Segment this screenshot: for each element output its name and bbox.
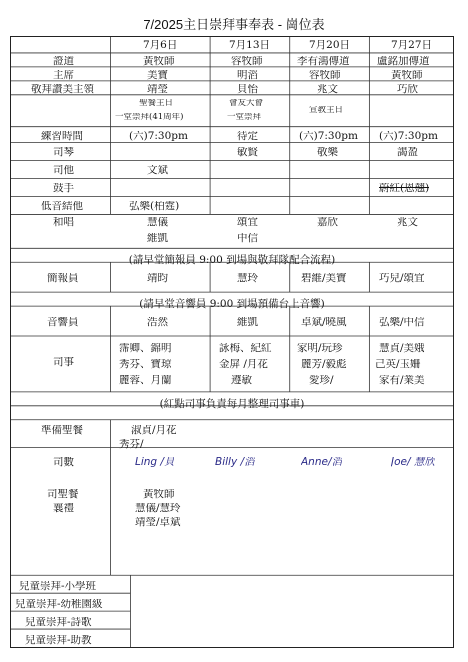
role-bass: 低音結他 [41, 201, 83, 212]
role-assist: 襄禮 [53, 503, 74, 514]
chair-w3: 容牧師 [309, 70, 341, 81]
worship-w3: 兆文 [317, 84, 338, 95]
chair-w1: 美寶 [147, 70, 168, 81]
practice-w1: (六)7:30pm [129, 131, 188, 142]
harmony-w2-a: 頌宜 [237, 217, 258, 228]
role-harmony: 和唱 [53, 217, 74, 228]
sound-w4: 弘樂/中信 [379, 317, 425, 328]
usher-w3-c: 愛珍/ [309, 375, 334, 386]
role-chair: 主席 [53, 70, 74, 81]
practice-w4: (六)7:30pm [379, 131, 438, 142]
ppt-w4: 巧兒/頌宜 [379, 273, 425, 284]
worship-w4: 巧欣 [397, 84, 418, 95]
speaker-w1: 黃牧師 [143, 56, 175, 67]
piano-w2: 敏賢 [237, 147, 258, 158]
date-header-1: 7月6日 [143, 40, 178, 51]
drum-w4: 蔚紅(恩翹) [379, 183, 430, 194]
worship-w1: 靖瑩 [147, 84, 168, 95]
role-communion-prep: 準備聖餐 [41, 425, 83, 436]
role-guitar: 司他 [53, 165, 74, 176]
usher-w2-a: 詠梅、紀紅 [219, 343, 272, 354]
chair-w4: 黃牧師 [391, 70, 423, 81]
role-drum: 鼓手 [53, 183, 74, 194]
bass-w1: 弘樂(柏霆) [129, 201, 180, 212]
date-header-2: 7月13日 [229, 40, 271, 51]
sound-banner: (請早堂音響員 9:00 到場預備台上音響) [139, 298, 325, 310]
speaker-w3: 李有鴻傳道 [297, 56, 350, 67]
table-grid [11, 37, 453, 647]
harmony-w1-b: 維凱 [147, 233, 168, 244]
communion-prep-a: 淑貞/月花 [131, 425, 177, 436]
chair-w2: 明滔 [237, 70, 258, 81]
usher-w1-b: 秀芬、寶琼 [119, 359, 172, 370]
guitar-w1: 文斌 [147, 165, 168, 176]
note-w3-line1: 宣教主日 [309, 106, 344, 115]
harmony-w2-b: 中信 [237, 233, 258, 244]
role-usher: 司事 [53, 357, 74, 368]
speaker-w2: 容牧師 [231, 56, 263, 67]
sound-w1: 浩然 [147, 317, 168, 328]
duty-roster-table [10, 36, 454, 648]
offering-w4: Joe/ 慧欣 [391, 457, 435, 468]
role-piano: 司琴 [53, 147, 74, 158]
note-w1-line1: 聖餐主日 [139, 99, 174, 108]
role-ppt: 簡報員 [47, 273, 79, 284]
role-kids-song: 兒童崇拜-詩歌 [25, 617, 92, 628]
role-kids-primary: 兒童崇拜-小學班 [19, 581, 97, 592]
date-header-3: 7月20日 [309, 40, 351, 51]
assist-b: 靖瑩/卓斌 [135, 517, 181, 528]
usher-w3-b: 麗芳/毅彪 [301, 359, 347, 370]
ppt-w1: 靖昀 [147, 273, 168, 284]
usher-w1-c: 麗蓉、月蘭 [119, 375, 172, 386]
communion-prep-b: 秀芬/ [119, 439, 144, 450]
role-communion: 司聖餐 [47, 489, 79, 500]
offering-w1: Ling /貝 [135, 457, 175, 468]
note-w1-line2: 一堂崇拜(41周年) [115, 113, 184, 122]
role-worship: 敬拜讚美主領 [31, 84, 94, 95]
offering-w3: Anne/滔 [301, 457, 342, 468]
usher-w4-b: 己英/玉姍 [375, 359, 421, 370]
worship-w2: 貝怡 [237, 84, 258, 95]
harmony-w4-a: 兆文 [397, 217, 418, 228]
ppt-w3: 碧維/美寶 [301, 273, 347, 284]
usher-w2-b: 金屏 /月花 [219, 359, 268, 370]
role-kids-kinder: 兒童崇拜-幼稚園級 [15, 599, 103, 610]
usher-w1-a: 霈卿、錦明 [119, 343, 172, 354]
assist-a: 慧儀/慧玲 [135, 503, 181, 514]
ppt-w2: 慧玲 [237, 273, 258, 284]
practice-w2: 待定 [237, 131, 258, 142]
note-w2-line1: 會友大會 [229, 99, 264, 108]
usher-w4-c: 家有/業美 [379, 375, 425, 386]
date-header-4: 7月27日 [391, 40, 433, 51]
role-speaker: 證道 [53, 56, 74, 67]
role-offering: 司數 [53, 457, 74, 468]
usher-w3-a: 家明/玩珍 [297, 343, 343, 354]
usher-banner: (紅點司事負責每月整理司事車) [159, 398, 305, 410]
sound-w3: 卓斌/曉風 [301, 317, 347, 328]
sound-w2: 維凱 [237, 317, 258, 328]
speaker-w4: 盧銘加傳道 [377, 56, 430, 67]
usher-w4-a: 慧貞/美娥 [379, 343, 425, 354]
harmony-w3-a: 嘉欣 [317, 217, 338, 228]
piano-w3: 敬樂 [317, 147, 338, 158]
role-sound: 音響員 [47, 317, 79, 328]
ppt-banner: (請早堂簡報員 9:00 到場與敬拜隊配合流程) [128, 254, 336, 266]
offering-w2: Billy /滔 [215, 457, 255, 468]
communion-w1: 黃牧師 [143, 489, 175, 500]
harmony-w1-a: 慧儀 [147, 217, 168, 228]
page-title: 7/2025主日崇拜事奉表 - 崗位表 [143, 17, 325, 32]
piano-w4: 謁盈 [397, 147, 418, 158]
role-practice: 練習時間 [41, 131, 83, 142]
role-kids-assist: 兒童崇拜-助教 [25, 635, 92, 646]
practice-w3: (六)7:30pm [299, 131, 358, 142]
note-w2-line2: 一堂崇拜 [227, 113, 262, 122]
usher-w2-c: 遵敏 [231, 375, 252, 386]
